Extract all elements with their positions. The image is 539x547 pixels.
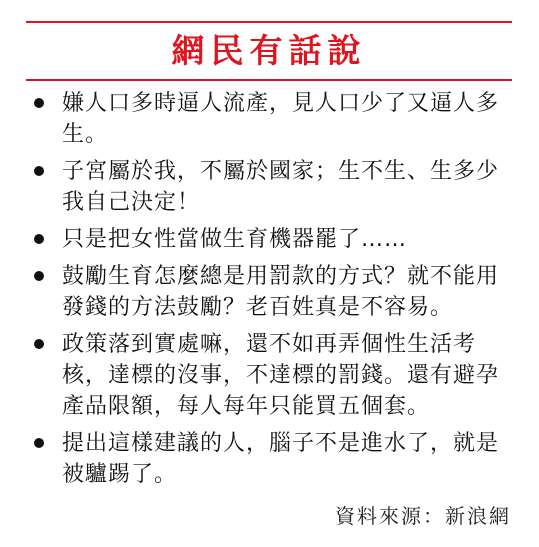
list-item: [32, 88, 512, 150]
list-item: [32, 428, 512, 490]
comment-text: 嫌人口多時逼人流產，見人口少了又逼人多生。: [62, 91, 500, 147]
comment-text: 鼓勵生育怎麼總是用罰款的方式？就不能用發錢的方法鼓勵？老百姓真是不容易。: [62, 264, 500, 320]
list-item: [32, 156, 512, 218]
source-credit: 資料來源：新浪網: [335, 504, 511, 528]
bullet-icon: [34, 166, 44, 176]
list-item: [32, 224, 512, 255]
comment-text: 提出這樣建議的人，腦子不是進水了，就是被驢踢了。: [62, 431, 500, 487]
page-title: 網民有話說: [171, 31, 367, 70]
comment-text: 政策落到實處嘛，還不如再弄個性生活考核，達標的沒事，不達標的罰錢。還有避孕產品限額，每人每年只能買五個套。: [62, 332, 500, 419]
comment-text: 子宮屬於我，不屬於國家；生不生、生多少我自己決定！: [62, 159, 500, 215]
bullet-icon: [34, 234, 44, 244]
bullet-icon: [34, 271, 44, 281]
bullet-icon: [34, 98, 44, 108]
list-item: [32, 261, 512, 323]
comment-text: 只是把女性當做生育機器罷了……: [62, 227, 408, 252]
list-item: [32, 329, 512, 422]
comment-list: [32, 88, 512, 496]
title-top-rule: [26, 21, 512, 23]
bullet-icon: [34, 438, 44, 448]
title-bottom-rule: [26, 79, 512, 81]
bullet-icon: [34, 339, 44, 349]
